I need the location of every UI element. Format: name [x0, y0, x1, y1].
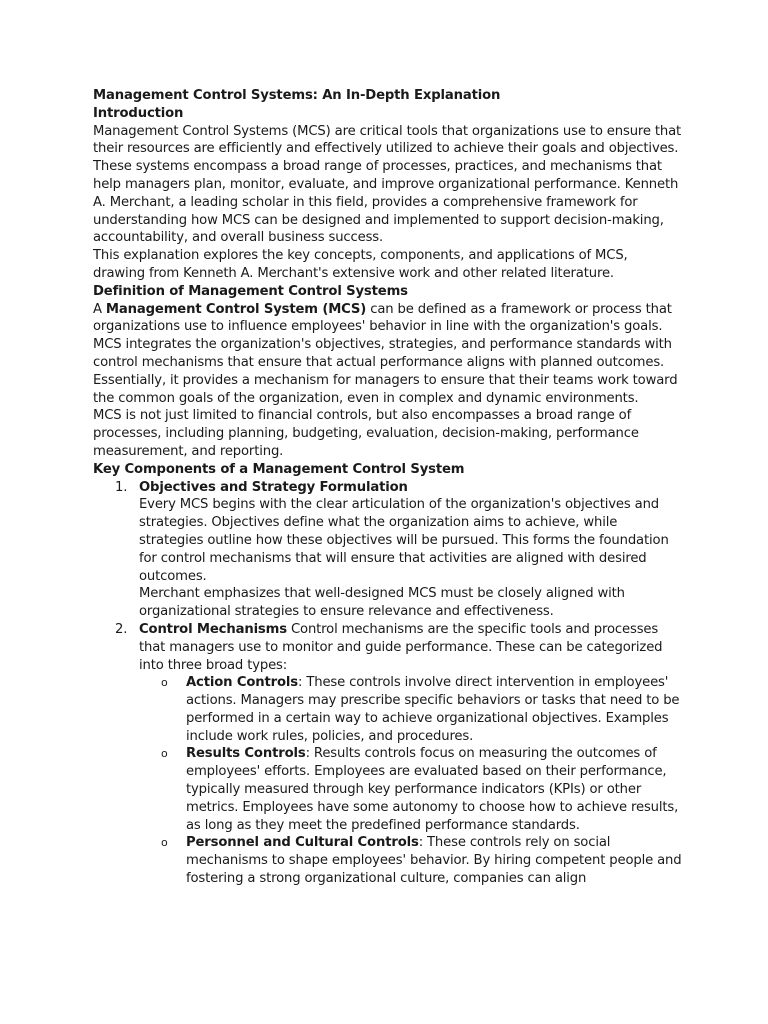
bullet-title: Results Controls: [186, 746, 306, 762]
bullet-item-results-controls: [139, 745, 683, 834]
list-item-paragraph: Merchant emphasizes that well-designed MCS must be closely aligned with organizational strategies to ensure relevance and effectiveness.: [139, 586, 625, 620]
intro-paragraph-1: Management Control Systems (MCS) are critical tools that organizations use to ensure that their resources are efficiently and effectively utilized to achieve their goals and objectives. These systems encompass a broad range of processes, practices, and mechanisms that help managers plan, monitor, evaluate, and improve organizational performance. Kenneth A. Merchant, a leading scholar in this field, provides a comprehensive framework for understanding how MCS can be designed and implemented to support decision-making, accountability, and overall business success.: [93, 123, 682, 246]
bullet-body: : These controls rely on social mechanisms to shape employees' behavior. By hiring competent people and fostering a strong organizational culture, companies can align: [186, 835, 682, 887]
section-heading-definition: Definition of Management Control Systems: [93, 283, 408, 299]
list-item-paragraph: [139, 621, 683, 674]
bullet-body: : Results controls focus on measuring the outcomes of employees' efforts. Employees are evaluated based on their performance, typically measured through key performance indicators (KPIs) or other metrics. Employees have some autonomy to choose how to achieve results, as long as they meet the predefined performance standards.: [186, 746, 679, 833]
list-item-title: Control Mechanisms: [139, 621, 287, 637]
list-item-control-mechanisms: [93, 621, 683, 888]
bullet-text: [186, 834, 683, 887]
definition-body: can be defined as a framework or process that organizations use to influence employees' behavior in line with the organization's goals. MCS integrates the organization's objectives, strategies, and performance standards with control mechanisms that ensure that actual performance aligns with planned outcomes. Essentially, it provides a mechanism for managers to ensure that their teams work toward the common goals of the organization, even in complex and dynamic environments.: [93, 301, 678, 406]
bullet-title: Personnel and Cultural Controls: [186, 835, 419, 851]
bullet-item-personnel-controls: [139, 834, 683, 887]
definition-term: Management Control System (MCS): [105, 301, 367, 317]
bullet-text: [186, 745, 683, 834]
bullet-icon: o: [161, 676, 168, 690]
section-heading-introduction: Introduction: [93, 105, 184, 121]
bullet-text: [186, 674, 683, 745]
control-types-list: [139, 674, 683, 888]
list-number: 2.: [115, 621, 128, 637]
intro-paragraph-2: This explanation explores the key concepts, components, and applications of MCS, drawing from Kenneth A. Merchant's extensive work and other related literature.: [93, 248, 628, 281]
list-item-text: Control mechanisms are the specific tools and processes that managers use to monitor and guide performance. These can be categorized into three broad types:: [139, 621, 663, 673]
bullet-body: : These controls involve direct intervention in employees' actions. Managers may prescribe specific behaviors or tasks that need to be performed in a certain way to achieve organizational objectives. Examples include work rules, policies, and procedures.: [186, 675, 680, 744]
bullet-icon: o: [161, 747, 168, 761]
bullet-item-action-controls: [139, 674, 683, 745]
bullet-title: Action Controls: [186, 675, 299, 691]
definition-paragraph-2: MCS is not just limited to financial controls, but also encompasses a broad range of processes, including planning, budgeting, evaluation, decision-making, performance measurement, and reporting.: [93, 408, 639, 459]
list-item-paragraph: Every MCS begins with the clear articulation of the organization's objectives and strategies. Objectives define what the organization aims to achieve, while strategies outline how these objectives will be pursued. This forms the foundation for control mechanisms that will ensure that activities are aligned with desired outcomes.: [139, 497, 669, 584]
definition-paragraph-1: [93, 301, 683, 408]
document-page: [93, 87, 683, 888]
definition-prefix: A: [93, 301, 106, 317]
list-number: 1.: [115, 479, 128, 495]
components-list: [93, 479, 683, 888]
list-item-objectives: [93, 479, 683, 621]
section-heading-components: Key Components of a Management Control System: [93, 461, 465, 477]
document-title: Management Control Systems: An In-Depth Explanation: [93, 88, 501, 103]
list-item-title: Objectives and Strategy Formulation: [139, 479, 408, 495]
bullet-icon: o: [161, 836, 168, 850]
